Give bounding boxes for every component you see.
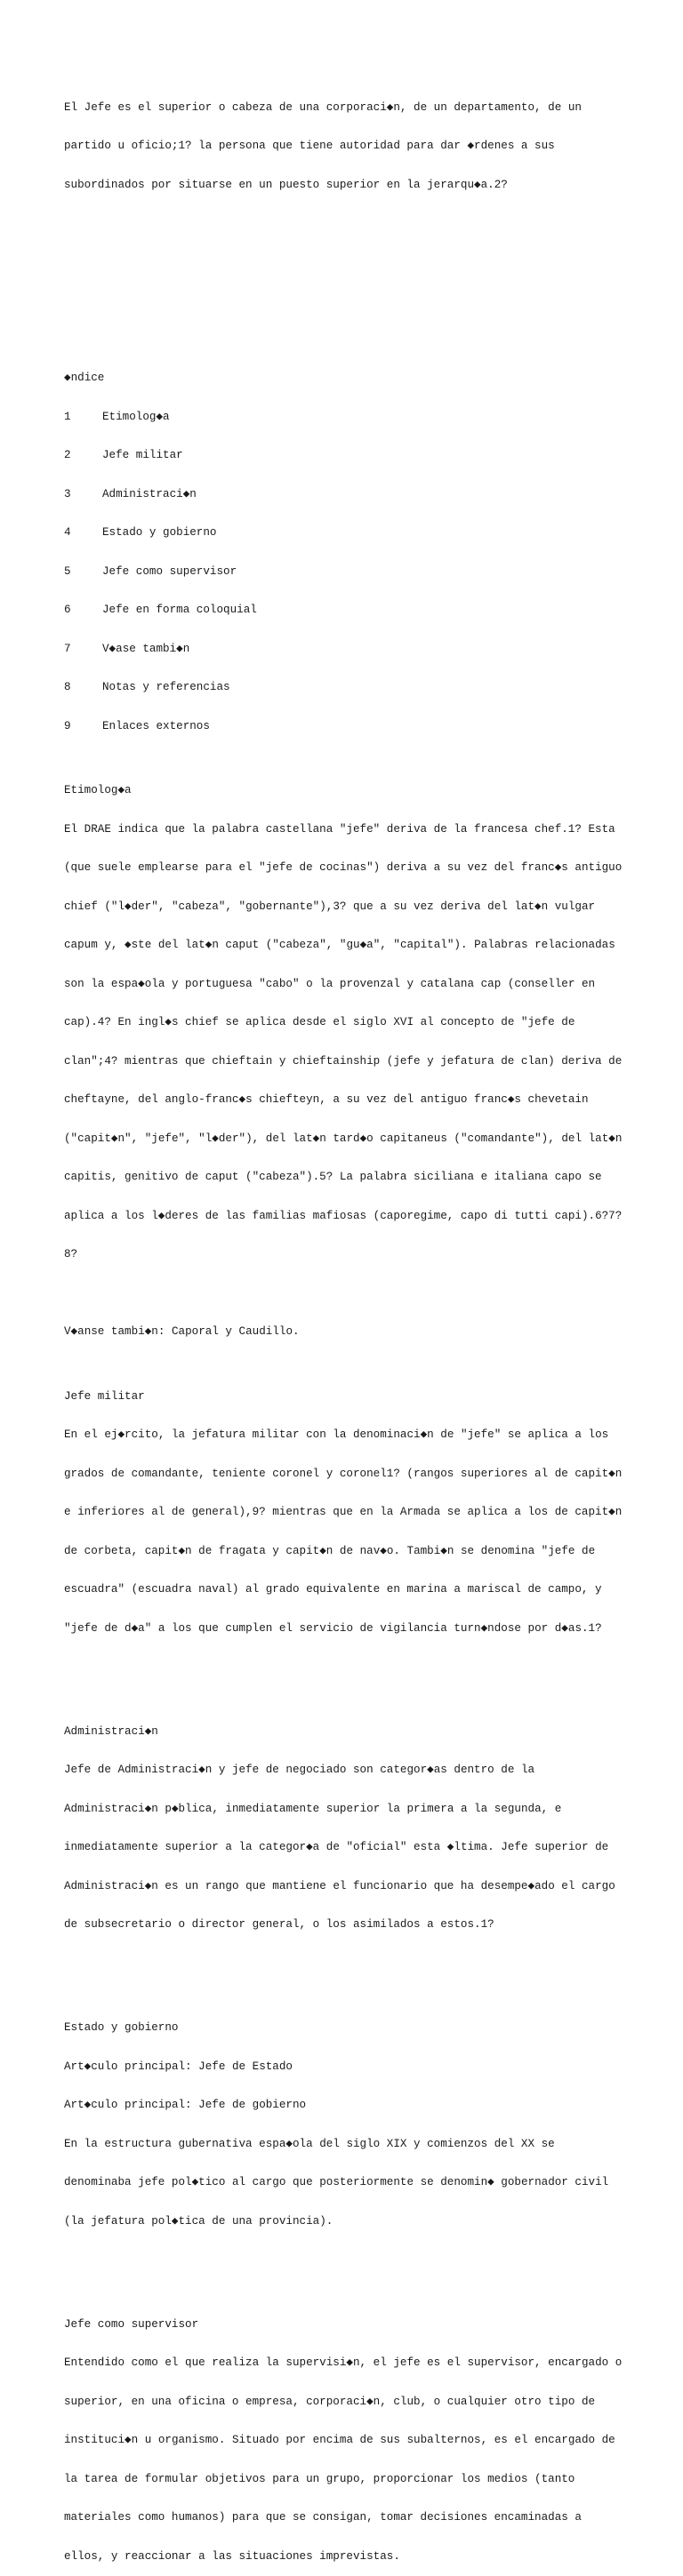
paragraph-line: clan";4? mientras que chieftain y chieftainship (jefe y jefatura de clan) deriva de	[64, 1054, 623, 1068]
paragraph-line: son la espa◆ola y portuguesa "cabo" o la provenzal y catalana cap (conseller en	[64, 977, 596, 990]
paragraph-line: Art◆culo principal: Jefe de Estado	[64, 2060, 293, 2073]
paragraph-line: denominaba jefe pol◆tico al cargo que posteriormente se denomin◆ gobernador civil	[64, 2176, 609, 2188]
paragraph-line: e inferiores al de general),9? mientras que en la Armada se aplica a los de capit◆n	[64, 1506, 623, 1518]
intro-line: El Jefe es el superior o cabeza de una corporaci◆n, de un departamento, de un	[64, 100, 582, 114]
toc-item-number: 9	[64, 719, 71, 732]
paragraph-line: aplica a los l◆deres de las familias mafiosas (caporegime, capo di tutti capi).6?7?	[64, 1209, 623, 1222]
toc-item-number: 2	[64, 449, 71, 461]
section-heading-administracion: Administraci◆n	[64, 1724, 158, 1738]
paragraph-line: capitis, genitivo de caput ("cabeza").5? La palabra siciliana e italiana capo se	[64, 1171, 602, 1183]
toc-item-number: 3	[64, 487, 71, 500]
toc-item-vease-tambien	[64, 643, 633, 656]
paragraph-line: El DRAE indica que la palabra castellana "jefe" deriva de la francesa chef.1? Esta	[64, 822, 615, 836]
toc-item-label: Jefe como supervisor	[102, 564, 237, 578]
toc-item-label: Estado y gobierno	[102, 526, 217, 539]
section-heading-etimologia: Etimolog◆a	[64, 784, 132, 796]
paragraph-line: Art◆culo principal: Jefe de gobierno	[64, 2099, 307, 2111]
paragraph-line: (la jefatura pol◆tica de una provincia).	[64, 2214, 333, 2228]
toc-item-label: Etimolog◆a	[102, 410, 170, 423]
toc-item-administracion	[64, 488, 633, 501]
toc-item-number: 4	[64, 526, 71, 539]
paragraph-line: ("capit◆n", "jefe", "l◆der"), del lat◆n tard◆o capitaneus ("comandante"), del lat◆n	[64, 1132, 623, 1145]
paragraph-line: En la estructura gubernativa espa◆ola del siglo XIX y comienzos del XX se	[64, 2137, 555, 2150]
paragraph-line: inmediatamente superior a la categor◆a de "oficial" esta ◆ltima. Jefe superior de	[64, 1841, 609, 1853]
paragraph-line: 8?	[64, 1248, 78, 1260]
paragraph-line: (que suele emplearse para el "jefe de cocinas") deriva a su vez del franc◆s antiguo	[64, 861, 623, 874]
toc-item-jefe-coloquial	[64, 604, 633, 617]
toc-item-number: 5	[64, 564, 71, 578]
paragraph-line: la tarea de formular objetivos para un grupo, proporcionar los medios (tanto	[64, 2472, 575, 2485]
toc-item-label: Notas y referencias	[102, 681, 230, 693]
paragraph-line: Jefe de Administraci◆n y jefe de negociado son categor◆as dentro de la	[64, 1764, 535, 1776]
toc-item-number: 7	[64, 642, 71, 655]
section-heading-estado-y-gobierno: Estado y gobierno	[64, 2021, 179, 2034]
paragraph-line: Administraci◆n es un rango que mantiene el funcionario que ha desempe◆ado el cargo	[64, 1879, 615, 1892]
paragraph-line: ellos, y reaccionar a las situaciones imprevistas.	[64, 2549, 400, 2563]
toc-item-enlaces	[64, 720, 633, 733]
toc-item-notas	[64, 681, 633, 694]
section-heading-jefe-militar: Jefe militar	[64, 1389, 145, 1403]
section-heading-jefe-como-supervisor: Jefe como supervisor	[64, 2317, 199, 2331]
paragraph-line: de subsecretario o director general, o los asimilados a estos.1?	[64, 1918, 494, 1931]
paragraph-line: chief ("l◆der", "cabeza", "gobernante"),3? que a su vez deriva del lat◆n vulgar	[64, 900, 596, 913]
paragraph-line: grados de comandante, teniente coronel y coronel1? (rangos superiores al de capit◆n	[64, 1467, 623, 1480]
toc-title: ◆ndice	[64, 372, 105, 384]
paragraph-line: superior, en una oficina o empresa, corporaci◆n, club, o cualquier otro tipo de	[64, 2395, 596, 2408]
toc-item-estado-y-gobierno	[64, 526, 633, 540]
paragraph-line: capum y, ◆ste del lat◆n caput ("cabeza", "gu◆a", "capital"). Palabras relacionadas	[64, 939, 615, 951]
toc-item-label: Jefe militar	[102, 449, 183, 461]
paragraph-line: Administraci◆n p◆blica, inmediatamente superior la primera a la segunda, e	[64, 1802, 562, 1815]
toc-item-etimologia	[64, 411, 633, 424]
toc-item-label: V◆ase tambi◆n	[102, 642, 190, 655]
intro-line: partido u oficio;1? la persona que tiene autoridad para dar ◆rdenes a sus	[64, 140, 555, 152]
paragraph-line: de corbeta, capit◆n de fragata y capit◆n de nav◆o. Tambi◆n se denomina "jefe de	[64, 1544, 596, 1557]
toc-item-label: Administraci◆n	[102, 487, 197, 500]
paragraph-line: cap).4? En ingl◆s chief se aplica desde el siglo XVI al concepto de "jefe de	[64, 1016, 575, 1028]
paragraph-line: cheftayne, del anglo-franc◆s chiefteyn, a su vez del antiguo franc◆s chevetain	[64, 1093, 589, 1106]
toc-item-label: Jefe en forma coloquial	[102, 604, 257, 616]
paragraph-line: materiales como humanos) para que se consigan, tomar decisiones encaminadas a	[64, 2511, 582, 2524]
paragraph-line: En el ej◆rcito, la jefatura militar con la denominaci◆n de "jefe" se aplica a los	[64, 1428, 609, 1441]
intro-line: subordinados por situarse en un puesto superior en la jerarqu◆a.2?	[64, 178, 508, 191]
toc-item-label: Enlaces externos	[102, 719, 210, 732]
toc-item-number: 8	[64, 681, 71, 693]
paragraph-line: instituci◆n u organismo. Situado por encima de sus subalternos, es el encargado de	[64, 2434, 615, 2446]
toc-item-jefe-como-supervisor	[64, 565, 633, 579]
toc-item-number: 6	[64, 604, 71, 616]
paragraph-line: escuadra" (escuadra naval) al grado equivalente en marina a mariscal de campo, y	[64, 1583, 602, 1596]
paragraph-line: Entendido como el que realiza la supervisi◆n, el jefe es el supervisor, encargado o	[64, 2356, 623, 2369]
paragraph-line: "jefe de d◆a" a los que cumplen el servicio de vigilancia turn◆ndose por d◆as.1?	[64, 1621, 602, 1635]
toc-item-number: 1	[64, 410, 71, 423]
see-also-line: V◆anse tambi◆n: Caporal y Caudillo.	[64, 1325, 300, 1338]
document-body	[64, 62, 633, 2576]
toc-item-jefe-militar	[64, 449, 633, 462]
